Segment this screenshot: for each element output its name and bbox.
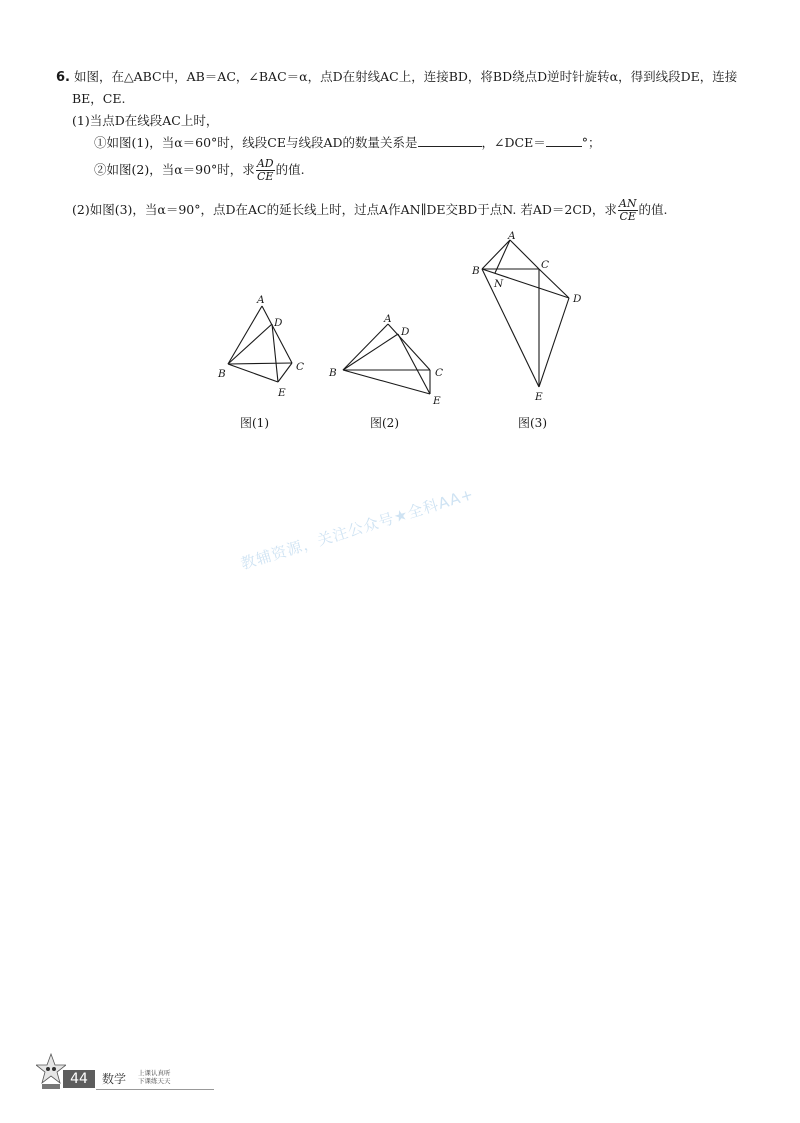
question-number: 6.	[56, 70, 70, 85]
watermark: 教辅资源，关注公众号★全科AA+	[238, 484, 477, 574]
label-E: E	[278, 387, 286, 399]
footer-divider	[96, 1089, 214, 1090]
part1-intro: (1)当点D在线段AC上时，	[72, 113, 219, 128]
part1-q1-text-b: ，∠DCE＝	[481, 135, 546, 150]
figure-2-caption: 图(2)	[370, 416, 399, 430]
page-number: 44	[63, 1070, 95, 1088]
label-B: B	[472, 265, 480, 277]
label-D: D	[274, 317, 283, 329]
problem-stem-line-2: BE，CE.	[72, 91, 126, 106]
label-A: A	[257, 294, 265, 306]
slogan-line-2: 下课练天天	[138, 1077, 171, 1085]
slogan	[138, 1069, 171, 1085]
label-C: C	[435, 367, 444, 379]
part1-q2-text-a: ②如图(2)，当α＝90°时，求	[94, 162, 255, 177]
figure-1-caption: 图(1)	[240, 416, 269, 430]
label-N: N	[494, 278, 504, 290]
label-D: D	[401, 326, 410, 338]
part1-q1-text-c: °；	[581, 135, 601, 150]
label-C: C	[296, 361, 305, 373]
part1-q1-text-a: ①如图(1)，当α＝60°时，线段CE与线段AD的数量关系是	[94, 135, 418, 150]
fraction-denominator: CE	[256, 170, 274, 183]
page-footer	[36, 1048, 206, 1092]
label-D: D	[573, 293, 582, 305]
label-A: A	[384, 313, 392, 325]
part2-text-b: 的值.	[638, 202, 668, 217]
slogan-line-1: 上课认真听	[138, 1069, 171, 1077]
fraction-numerator: AD	[256, 157, 274, 170]
subject-label: 数学	[102, 1072, 127, 1086]
fraction-denominator: CE	[619, 210, 636, 223]
problem-stem: 如图，在△ABC中，AB＝AC，∠BAC＝α，点D在射线AC上，连接BD，将BD绕点D逆时针旋转α，得到线段DE，连接	[73, 69, 738, 84]
label-B: B	[329, 367, 337, 379]
label-E: E	[433, 395, 441, 407]
label-A: A	[508, 230, 516, 242]
label-C: C	[541, 259, 550, 271]
label-E: E	[535, 391, 543, 403]
figure-3-caption: 图(3)	[518, 416, 547, 430]
label-B: B	[218, 368, 226, 380]
part1-q2-text-b: 的值.	[275, 162, 305, 177]
part2-text-a: (2)如图(3)，当α＝90°，点D在AC的延长线上时，过点A作AN∥DE交BD于点N. 若AD＝2CD，求	[72, 202, 617, 217]
mascot-star-icon	[36, 1052, 66, 1092]
fraction-numerator: AN	[618, 197, 637, 210]
